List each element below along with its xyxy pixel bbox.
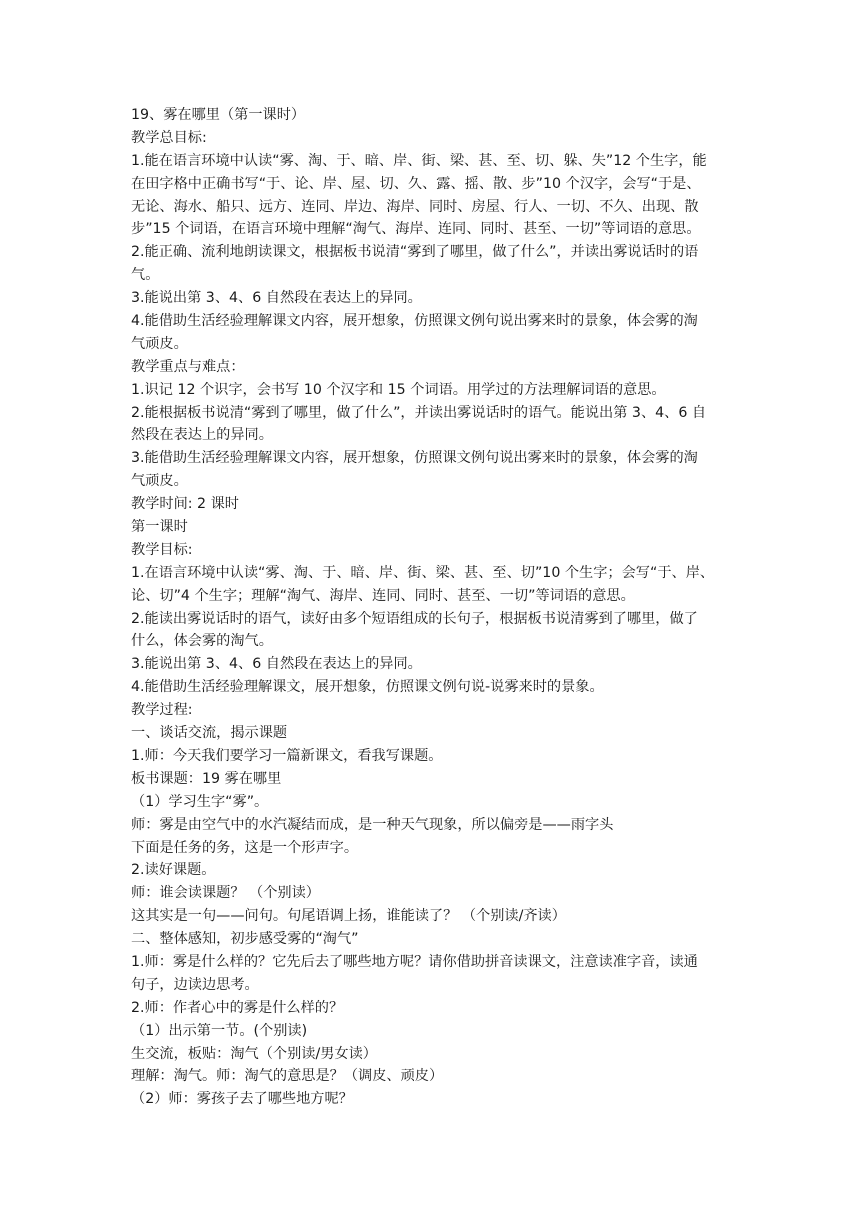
section-heading: 教学过程:	[131, 702, 193, 719]
paragraph-line: 气顽皮。	[131, 335, 188, 352]
paragraph-line: 无论、海水、船只、远方、连同、岸边、海岸、同时、房屋、行人、一切、不久、出现、散	[131, 198, 699, 215]
paragraph-line: 这其实是一句——问句。句尾语调上扬，谁能读了？ （个别读/齐读）	[131, 908, 566, 925]
paragraph-line: 句子，边读边思考。	[131, 976, 259, 993]
paragraph-line: 步”15 个词语，在语言环境中理解“淘气、海岸、连同、同时、甚至、一切”等词语的意思。	[131, 221, 701, 238]
paragraph-line: 论、切”4 个生字；理解“淘气、海岸、连同、同时、甚至、一切”等词语的意思。	[131, 587, 635, 604]
lesson-title: 19、雾在哪里（第一课时）	[131, 107, 306, 123]
paragraph-line: 4.能借助生活经验理解课文内容，展开想象，仿照课文例句说出雾来时的景象，体会雾的淘	[131, 313, 698, 330]
paragraph-line: 什么，体会雾的淘气。	[131, 633, 273, 650]
section-heading: 二、整体感知，初步感受雾的“淘气”	[131, 931, 359, 948]
paragraph-line: 1.师：今天我们要学习一篇新课文，看我写课题。	[131, 747, 443, 764]
paragraph-line: 2.师：作者心中的雾是什么样的？	[131, 999, 344, 1016]
paragraph-line: 师：雾是由空气中的水汽凝结而成，是一种天气现象，所以偏旁是——雨字头	[131, 816, 614, 833]
paragraph-line: 1.在语言环境中认读“雾、淘、于、暗、岸、街、梁、甚、至、切”10 个生字；会写“于、岸、	[131, 564, 715, 581]
paragraph-line: 下面是任务的务，这是一个形声字。	[131, 839, 359, 856]
paragraph-line: （2）师：雾孩子去了哪些地方呢？	[131, 1091, 353, 1108]
paragraph-line: 1.能在语言环境中认读“雾、淘、于、暗、岸、街、梁、甚、至、切、躲、失”12 个生字，能	[131, 152, 707, 169]
paragraph-line: （1）出示第一节。(个别读)	[131, 1022, 308, 1039]
section-heading: 一、谈话交流，揭示课题	[131, 725, 288, 742]
paragraph-line: 2.能根据板书说清“雾到了哪里，做了什么”，并读出雾说话时的语气。能说出第 3、4、6 自	[131, 404, 707, 421]
paragraph-line: 2.能正确、流利地朗读课文，根据板书说清“雾到了哪里，做了什么”，并读出雾说话时的语	[131, 244, 699, 261]
paragraph-line: 2.能读出雾说话时的语气，读好由多个短语组成的长句子，根据板书说清雾到了哪里，做了	[131, 610, 698, 627]
paragraph-line: 2.读好课题。	[131, 862, 216, 879]
section-heading: 教学总目标:	[131, 129, 207, 146]
paragraph-line: 1.识记 12 个识字，会书写 10 个汉字和 15 个词语。用学过的方法理解词语的意思。	[131, 381, 666, 398]
section-heading: 教学时间: 2 课时	[131, 496, 239, 513]
paragraph-line: 在田字格中正确书写“于、论、岸、屋、切、久、露、摇、散、步”10 个汉字，会写“于是、	[131, 175, 701, 192]
paragraph-line: 生交流，板贴：淘气（个别读/男女读）	[131, 1045, 377, 1062]
paragraph-line: 4.能借助生活经验理解课文，展开想象，仿照课文例句说-说雾来时的景象。	[131, 679, 604, 696]
paragraph-line: 3.能借助生活经验理解课文内容，展开想象，仿照课文例句说出雾来时的景象，体会雾的淘	[131, 450, 698, 467]
section-heading: 第一课时	[131, 519, 188, 536]
section-heading: 教学目标:	[131, 541, 193, 558]
section-heading: 教学重点与难点：	[131, 358, 245, 375]
document-body	[131, 104, 737, 1111]
paragraph-line: 1.师：雾是什么样的？它先后去了哪些地方呢？请你借助拼音读课文，注意读准字音，读通	[131, 953, 698, 970]
paragraph-line: 然段在表达上的异同。	[131, 427, 273, 444]
paragraph-line: 3.能说出第 3、4、6 自然段在表达上的异同。	[131, 656, 422, 673]
paragraph-line: （1）学习生字“雾”。	[131, 793, 269, 810]
paragraph-line: 师：谁会读课题？ （个别读）	[131, 885, 320, 902]
paragraph-line: 3.能说出第 3、4、6 自然段在表达上的异同。	[131, 290, 422, 307]
paragraph-line: 板书课题：19 雾在哪里	[131, 770, 282, 787]
paragraph-line: 气顽皮。	[131, 473, 188, 490]
paragraph-line: 气。	[131, 267, 160, 284]
paragraph-line: 理解：淘气。师：淘气的意思是？（调皮、顽皮）	[131, 1068, 444, 1085]
